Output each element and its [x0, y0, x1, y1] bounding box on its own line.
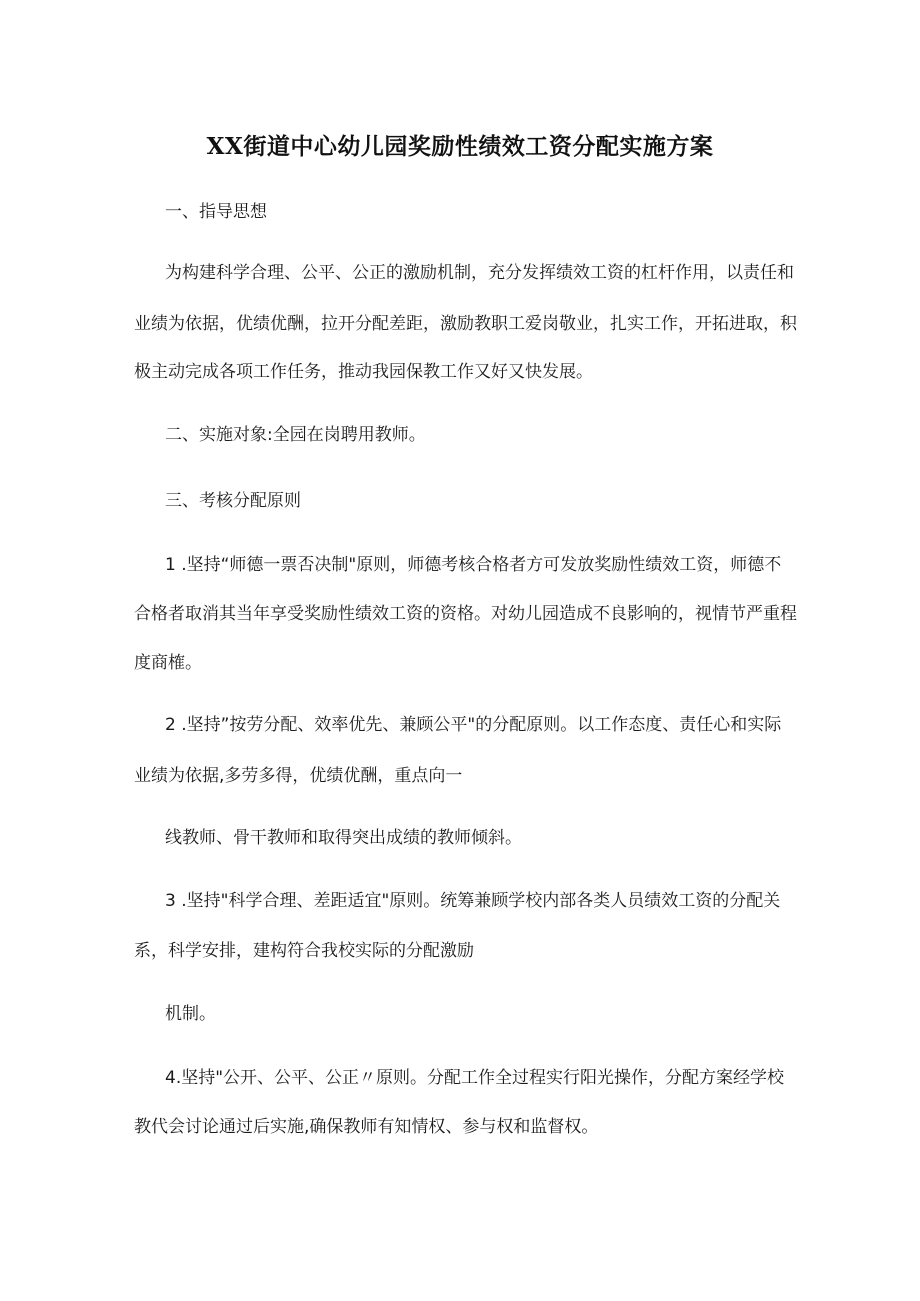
paragraph-line: 为构建科学合理、公平、公正的激励机制，充分发挥绩效工资的杠杆作用，以责任和 [165, 263, 794, 283]
section-heading-principles: 三、考核分配原则 [165, 491, 301, 511]
section-heading-guiding-ideology: 一、指导思想 [165, 202, 267, 222]
principle-item-2-line: 业绩为依据,多劳多得，优绩优酬，重点向一 [134, 766, 463, 786]
principle-item-2-line: 线教师、骨干教师和取得突出成绩的教师倾斜。 [165, 828, 522, 848]
document-title: XX街道中心幼儿园奖励性绩效工资分配实施方案 [206, 133, 714, 160]
principle-item-3-line: 系，科学安排，建构符合我校实际的分配激励 [134, 941, 474, 961]
principle-item-3-line: 机制。 [165, 1004, 216, 1024]
paragraph-line: 极主动完成各项工作任务，推动我园保教工作又好又快发展。 [134, 362, 593, 382]
principle-item-4-line: 教代会讨论通过后实施,确保教师有知情权、参与权和监督权。 [134, 1117, 599, 1137]
principle-item-2-line: 2 .坚持”按劳分配、效率优先、兼顾公平"的分配原则。以工作态度、责任心和实际 [165, 715, 782, 735]
principle-item-4-line: 4.坚持"公开、公平、公正〃原则。分配工作全过程实行阳光操作，分配方案经学校 [165, 1068, 785, 1088]
paragraph-line: 业绩为依据，优绩优酬，拉开分配差距，激励教职工爱岗敬业，扎实工作，开拓进取，积 [134, 314, 797, 334]
principle-item-1-line: 1 .坚持“师德一票否决制"原则，师德考核合格者方可发放奖励性绩效工资，师德不 [165, 555, 782, 575]
section-heading-target: 二、实施对象:全园在岗聘用教师。 [165, 425, 426, 445]
principle-item-1-line: 合格者取消其当年享受奖励性绩效工资的资格。对幼儿园造成不良影响的，视情节严重程 [134, 604, 797, 624]
principle-item-1-line: 度商榷。 [134, 653, 202, 673]
principle-item-3-line: 3 .坚持"科学合理、差距适宜"原则。统筹兼顾学校内部各类人员绩效工资的分配关 [165, 891, 781, 911]
